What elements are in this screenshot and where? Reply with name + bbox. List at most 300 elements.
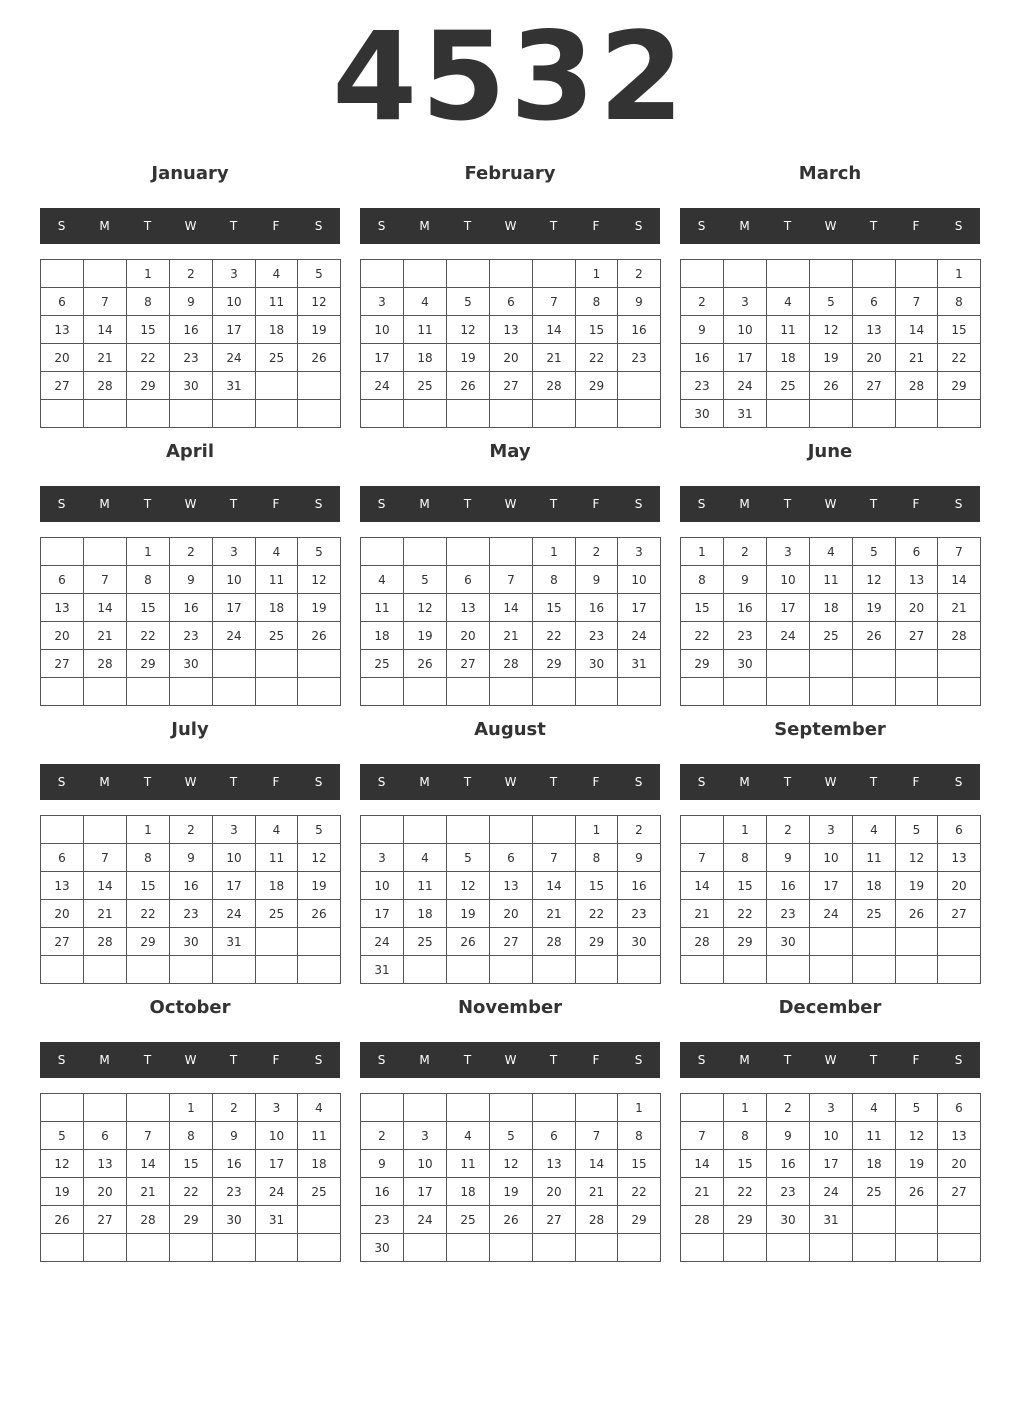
day-cell (681, 678, 724, 706)
day-cell: 19 (298, 594, 341, 622)
weekday-label: W (504, 1053, 517, 1067)
day-cell: 9 (361, 1150, 404, 1178)
weekday-label: F (592, 497, 600, 511)
day-cell (127, 1094, 170, 1122)
day-cell: 5 (298, 260, 341, 288)
day-cell: 15 (938, 316, 981, 344)
day-cell: 31 (213, 372, 256, 400)
weekday-label: T (549, 219, 558, 233)
day-cell: 3 (404, 1122, 447, 1150)
day-cell (896, 1234, 938, 1262)
weekday-label: S (377, 1053, 386, 1067)
weekday-label: W (184, 497, 197, 511)
day-cell: 27 (490, 372, 533, 400)
week-row (41, 594, 341, 622)
day-cell: 23 (361, 1206, 404, 1234)
day-cell: 4 (810, 538, 853, 566)
day-cell: 29 (618, 1206, 661, 1234)
day-cell: 20 (938, 1150, 981, 1178)
day-cell: 28 (127, 1206, 170, 1234)
day-cell: 7 (490, 566, 533, 594)
day-grid (40, 815, 341, 984)
day-cell: 6 (447, 566, 490, 594)
day-cell (127, 1234, 170, 1262)
day-cell: 9 (724, 566, 767, 594)
day-cell: 18 (767, 344, 810, 372)
weekday-label: S (634, 1053, 643, 1067)
day-cell: 24 (213, 622, 256, 650)
weekday-label: T (783, 497, 792, 511)
day-cell: 22 (576, 900, 618, 928)
weekday-header (360, 208, 660, 244)
weekday-header (360, 1042, 660, 1078)
day-cell (404, 538, 447, 566)
day-grid (360, 815, 661, 984)
day-cell: 5 (447, 844, 490, 872)
day-cell (533, 816, 576, 844)
weekday-label: S (634, 219, 643, 233)
day-cell: 29 (724, 1206, 767, 1234)
month-name: August (474, 719, 546, 740)
day-cell: 16 (618, 872, 661, 900)
month-name: December (778, 997, 882, 1018)
day-cell: 10 (361, 316, 404, 344)
day-cell: 27 (41, 928, 84, 956)
weekday-header (40, 208, 340, 244)
weekday-label: W (184, 219, 197, 233)
day-cell: 7 (533, 844, 576, 872)
weekday-label: S (954, 497, 963, 511)
day-cell: 21 (490, 622, 533, 650)
day-cell (938, 1206, 981, 1234)
day-cell: 14 (84, 594, 127, 622)
day-cell: 13 (896, 566, 938, 594)
weekday-label: W (504, 775, 517, 789)
day-cell: 26 (298, 622, 341, 650)
day-cell: 27 (84, 1206, 127, 1234)
day-cell (84, 400, 127, 428)
day-cell: 24 (361, 372, 404, 400)
day-cell: 17 (213, 594, 256, 622)
day-cell: 7 (84, 566, 127, 594)
day-cell: 14 (938, 566, 981, 594)
week-row (41, 372, 341, 400)
day-cell: 15 (533, 594, 576, 622)
day-cell (447, 1094, 490, 1122)
day-cell: 9 (767, 844, 810, 872)
week-row (41, 622, 341, 650)
weekday-label: S (954, 1053, 963, 1067)
day-cell: 4 (404, 844, 447, 872)
day-cell: 23 (767, 900, 810, 928)
day-cell: 18 (404, 900, 447, 928)
day-cell: 3 (213, 260, 256, 288)
day-cell: 30 (576, 650, 618, 678)
day-cell: 28 (490, 650, 533, 678)
day-cell (681, 1094, 724, 1122)
day-cell: 5 (298, 538, 341, 566)
weekday-label: F (272, 1053, 280, 1067)
day-cell: 5 (490, 1122, 533, 1150)
day-cell: 17 (361, 900, 404, 928)
day-cell: 18 (853, 872, 896, 900)
month-name: February (464, 163, 556, 184)
day-grid (40, 1093, 341, 1262)
day-cell: 5 (41, 1122, 84, 1150)
day-cell: 12 (853, 566, 896, 594)
day-cell: 27 (533, 1206, 576, 1234)
day-cell: 26 (41, 1206, 84, 1234)
day-cell: 23 (724, 622, 767, 650)
day-cell: 28 (84, 650, 127, 678)
weekday-label: T (229, 219, 238, 233)
day-cell: 20 (853, 344, 896, 372)
weekday-label: W (824, 497, 837, 511)
day-cell: 20 (938, 872, 981, 900)
day-cell: 29 (127, 372, 170, 400)
day-cell: 14 (84, 872, 127, 900)
weekday-label: F (272, 775, 280, 789)
day-cell: 15 (576, 872, 618, 900)
day-cell: 16 (767, 1150, 810, 1178)
day-cell (533, 1094, 576, 1122)
day-cell: 25 (404, 372, 447, 400)
day-cell: 26 (447, 372, 490, 400)
day-cell (618, 678, 661, 706)
day-cell: 24 (256, 1178, 298, 1206)
day-cell (853, 928, 896, 956)
day-cell: 22 (938, 344, 981, 372)
day-cell: 28 (84, 928, 127, 956)
day-cell (447, 678, 490, 706)
week-row (681, 344, 981, 372)
week-row (41, 1094, 341, 1122)
week-row (41, 844, 341, 872)
day-cell: 11 (853, 844, 896, 872)
day-grid (680, 815, 981, 984)
day-cell (938, 650, 981, 678)
week-row (361, 400, 661, 428)
day-cell: 31 (618, 650, 661, 678)
day-cell: 19 (298, 316, 341, 344)
weekday-label: M (419, 219, 430, 233)
weekday-label: W (504, 219, 517, 233)
weekday-label: T (229, 1053, 238, 1067)
day-cell: 15 (170, 1150, 213, 1178)
day-grid (680, 1093, 981, 1262)
day-cell: 17 (618, 594, 661, 622)
day-cell (84, 1094, 127, 1122)
weekday-label: S (634, 497, 643, 511)
day-cell (298, 400, 341, 428)
day-cell: 1 (576, 816, 618, 844)
day-cell: 23 (618, 900, 661, 928)
day-cell: 11 (767, 316, 810, 344)
day-cell (213, 650, 256, 678)
day-grid (40, 259, 341, 428)
week-row (361, 538, 661, 566)
day-cell: 31 (810, 1206, 853, 1234)
week-row (681, 928, 981, 956)
day-cell: 10 (256, 1122, 298, 1150)
day-cell: 12 (490, 1150, 533, 1178)
day-cell: 8 (938, 288, 981, 316)
day-cell: 24 (361, 928, 404, 956)
day-cell: 27 (938, 1178, 981, 1206)
day-cell: 19 (404, 622, 447, 650)
day-cell: 21 (533, 344, 576, 372)
day-cell: 31 (724, 400, 767, 428)
day-cell: 3 (361, 844, 404, 872)
day-cell: 7 (127, 1122, 170, 1150)
day-cell: 4 (361, 566, 404, 594)
day-cell (724, 1234, 767, 1262)
weekday-label: S (57, 1053, 66, 1067)
day-cell (896, 260, 938, 288)
day-cell (533, 956, 576, 984)
day-cell: 23 (618, 344, 661, 372)
weekday-header (680, 764, 980, 800)
day-cell: 31 (213, 928, 256, 956)
day-cell: 17 (213, 872, 256, 900)
month-name: June (807, 441, 853, 462)
week-row (361, 622, 661, 650)
day-cell: 6 (41, 566, 84, 594)
day-cell: 17 (256, 1150, 298, 1178)
day-cell: 22 (127, 344, 170, 372)
day-cell (256, 1234, 298, 1262)
day-cell: 14 (533, 316, 576, 344)
day-cell: 19 (447, 900, 490, 928)
day-cell (938, 928, 981, 956)
weekday-label: S (377, 775, 386, 789)
day-cell: 22 (533, 622, 576, 650)
week-row (361, 1094, 661, 1122)
weekday-label: S (697, 775, 706, 789)
day-cell (256, 678, 298, 706)
day-cell: 2 (213, 1094, 256, 1122)
week-row (41, 1150, 341, 1178)
day-cell: 22 (127, 622, 170, 650)
day-cell: 3 (767, 538, 810, 566)
day-cell (767, 1234, 810, 1262)
day-cell: 9 (681, 316, 724, 344)
week-row (681, 900, 981, 928)
day-cell: 2 (361, 1122, 404, 1150)
month-name: September (774, 719, 886, 740)
day-cell (533, 400, 576, 428)
day-cell (490, 400, 533, 428)
day-cell: 29 (127, 928, 170, 956)
day-cell: 21 (896, 344, 938, 372)
day-cell: 21 (681, 900, 724, 928)
day-cell: 10 (213, 566, 256, 594)
day-cell: 6 (938, 816, 981, 844)
day-cell: 26 (298, 344, 341, 372)
day-cell: 4 (853, 816, 896, 844)
year-title: 4532 (332, 6, 688, 148)
day-cell: 8 (618, 1122, 661, 1150)
week-row (41, 928, 341, 956)
day-cell: 14 (127, 1150, 170, 1178)
day-cell: 22 (681, 622, 724, 650)
weekday-label: T (143, 219, 152, 233)
day-cell: 23 (767, 1178, 810, 1206)
weekday-label: W (184, 1053, 197, 1067)
weekday-header (680, 486, 980, 522)
week-row (41, 872, 341, 900)
week-row (361, 678, 661, 706)
day-grid (360, 537, 661, 706)
day-cell: 21 (533, 900, 576, 928)
day-cell (896, 400, 938, 428)
day-cell (618, 1234, 661, 1262)
weekday-label: T (549, 775, 558, 789)
day-cell: 5 (298, 816, 341, 844)
weekday-label: M (99, 219, 110, 233)
weekday-label: T (143, 497, 152, 511)
weekday-label: T (869, 219, 878, 233)
day-grid (360, 259, 661, 428)
week-row (681, 678, 981, 706)
day-cell (490, 678, 533, 706)
day-cell: 9 (170, 288, 213, 316)
day-cell (853, 1206, 896, 1234)
day-cell: 17 (810, 1150, 853, 1178)
day-cell (213, 400, 256, 428)
week-row (681, 538, 981, 566)
day-cell: 8 (127, 288, 170, 316)
week-row (361, 928, 661, 956)
day-cell: 1 (127, 260, 170, 288)
day-cell (298, 678, 341, 706)
day-cell: 6 (490, 288, 533, 316)
week-row (681, 400, 981, 428)
weekday-header (40, 486, 340, 522)
weekday-label: S (697, 219, 706, 233)
day-cell: 7 (896, 288, 938, 316)
week-row (41, 956, 341, 984)
week-row (681, 316, 981, 344)
weekday-label: T (869, 497, 878, 511)
week-row (681, 622, 981, 650)
day-cell (490, 1094, 533, 1122)
day-cell (361, 816, 404, 844)
day-cell: 3 (810, 816, 853, 844)
weekday-label: T (869, 1053, 878, 1067)
day-cell: 15 (681, 594, 724, 622)
week-row (41, 538, 341, 566)
day-cell: 10 (213, 844, 256, 872)
day-cell: 11 (298, 1122, 341, 1150)
day-cell: 28 (681, 928, 724, 956)
day-cell (810, 650, 853, 678)
day-cell (938, 678, 981, 706)
day-cell: 14 (490, 594, 533, 622)
day-cell: 28 (84, 372, 127, 400)
day-cell (298, 650, 341, 678)
day-cell: 21 (127, 1178, 170, 1206)
weekday-label: S (57, 775, 66, 789)
day-cell: 6 (41, 844, 84, 872)
day-cell: 20 (41, 344, 84, 372)
day-cell (361, 538, 404, 566)
day-cell: 27 (447, 650, 490, 678)
day-cell: 12 (447, 316, 490, 344)
weekday-label: S (57, 219, 66, 233)
day-cell: 18 (853, 1150, 896, 1178)
week-row (681, 816, 981, 844)
day-cell: 13 (41, 594, 84, 622)
day-cell: 3 (724, 288, 767, 316)
day-cell (810, 400, 853, 428)
day-cell (361, 678, 404, 706)
week-row (681, 372, 981, 400)
day-cell (361, 260, 404, 288)
day-cell: 14 (533, 872, 576, 900)
day-cell (853, 400, 896, 428)
day-cell: 6 (490, 844, 533, 872)
day-cell: 9 (170, 844, 213, 872)
day-cell: 9 (170, 566, 213, 594)
week-row (361, 844, 661, 872)
day-cell: 9 (213, 1122, 256, 1150)
day-cell: 10 (767, 566, 810, 594)
day-cell: 26 (810, 372, 853, 400)
week-row (361, 816, 661, 844)
day-cell (576, 1094, 618, 1122)
day-cell: 23 (170, 900, 213, 928)
day-cell: 1 (533, 538, 576, 566)
day-cell: 13 (41, 316, 84, 344)
month-name: May (489, 441, 531, 462)
day-cell: 27 (490, 928, 533, 956)
weekday-label: F (912, 497, 920, 511)
day-cell: 2 (618, 816, 661, 844)
day-cell: 31 (256, 1206, 298, 1234)
day-cell: 11 (853, 1122, 896, 1150)
day-cell (896, 1206, 938, 1234)
day-cell (404, 678, 447, 706)
week-row (681, 956, 981, 984)
week-row (361, 1150, 661, 1178)
day-cell: 14 (84, 316, 127, 344)
day-cell (298, 928, 341, 956)
day-cell: 24 (404, 1206, 447, 1234)
day-cell: 29 (127, 650, 170, 678)
weekday-label: F (912, 219, 920, 233)
weekday-label: T (143, 1053, 152, 1067)
day-cell (767, 260, 810, 288)
weekday-label: M (419, 1053, 430, 1067)
day-cell (576, 1234, 618, 1262)
day-cell: 25 (256, 622, 298, 650)
day-cell: 8 (127, 844, 170, 872)
day-cell: 1 (938, 260, 981, 288)
week-row (681, 1234, 981, 1262)
day-cell (447, 1234, 490, 1262)
day-cell: 2 (170, 538, 213, 566)
day-cell (256, 372, 298, 400)
day-grid (680, 537, 981, 706)
weekday-label: F (592, 775, 600, 789)
day-cell (84, 956, 127, 984)
day-cell: 15 (724, 872, 767, 900)
day-cell: 10 (404, 1150, 447, 1178)
day-cell (533, 260, 576, 288)
day-cell: 11 (256, 566, 298, 594)
day-cell: 28 (896, 372, 938, 400)
